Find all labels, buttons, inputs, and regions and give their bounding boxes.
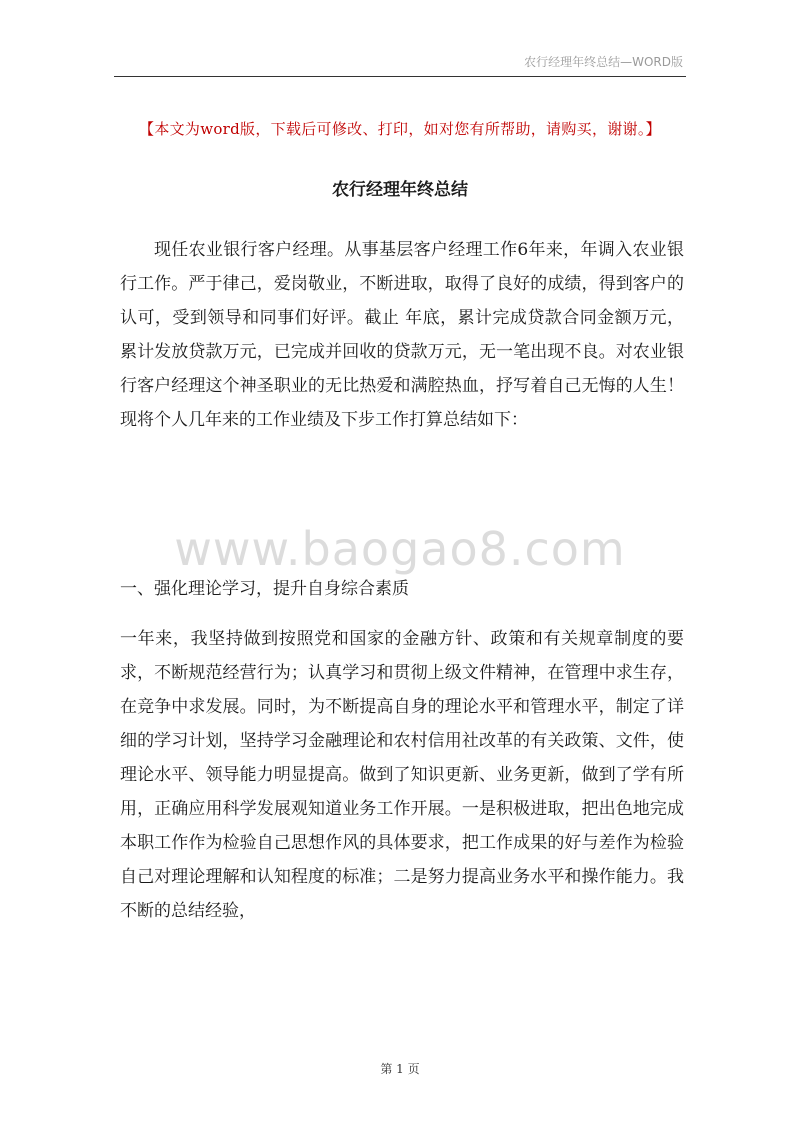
site-watermark: www.baogao8.com [174, 522, 626, 576]
page-number: 第 1 页 [380, 1062, 420, 1076]
header-divider [114, 76, 686, 77]
purchase-notice: 【本文为word版，下载后可修改、打印，如对您有所帮助，请购买，谢谢。】 [139, 120, 661, 138]
document-title: 农行经理年终总结 [332, 180, 468, 200]
running-header: 农行经理年终总结—WORD版 [524, 55, 683, 69]
section-heading-1: 一、强化理论学习，提升自身综合素质 [120, 579, 409, 599]
intro-paragraph: 现任农业银行客户经理。从事基层客户经理工作6年来，年调入农业银行工作。严于律己，爱岗敬业，不断进取，取得了良好的成绩，得到客户的认可，受到领导和同事们好评。截止 年底，累计完成贷款合同金额万元，累计发放贷款万元，已完成并回收的贷款万元，无一笔出现不良。对农业银行客户经理这个神圣职业的无比热爱和满腔热血，抒写着自己无悔的人生！现将个人几年来的工作业绩及下步工作打算总结如下： [120, 240, 684, 430]
section-1-paragraph: 一年来，我坚持做到按照党和国家的金融方针、政策和有关规章制度的要求，不断规范经营行为；认真学习和贯彻上级文件精神，在管理中求生存，在竞争中求发展。同时，为不断提高自身的理论水平和管理水平，制定了详细的学习计划，坚持学习金融理论和农村信用社改革的有关政策、文件，使理论水平、领导能力明显提高。做到了知识更新、业务更新，做到了学有所用，正确应用科学发展观知道业务工作开展。一是积极进取，把出色地完成本职工作作为检验自己思想作风的具体要求，把工作成果的好与差作为检验自己对理论理解和认知程度的标准；二是努力提高业务水平和操作能力。我不断的总结经验， [120, 629, 684, 921]
